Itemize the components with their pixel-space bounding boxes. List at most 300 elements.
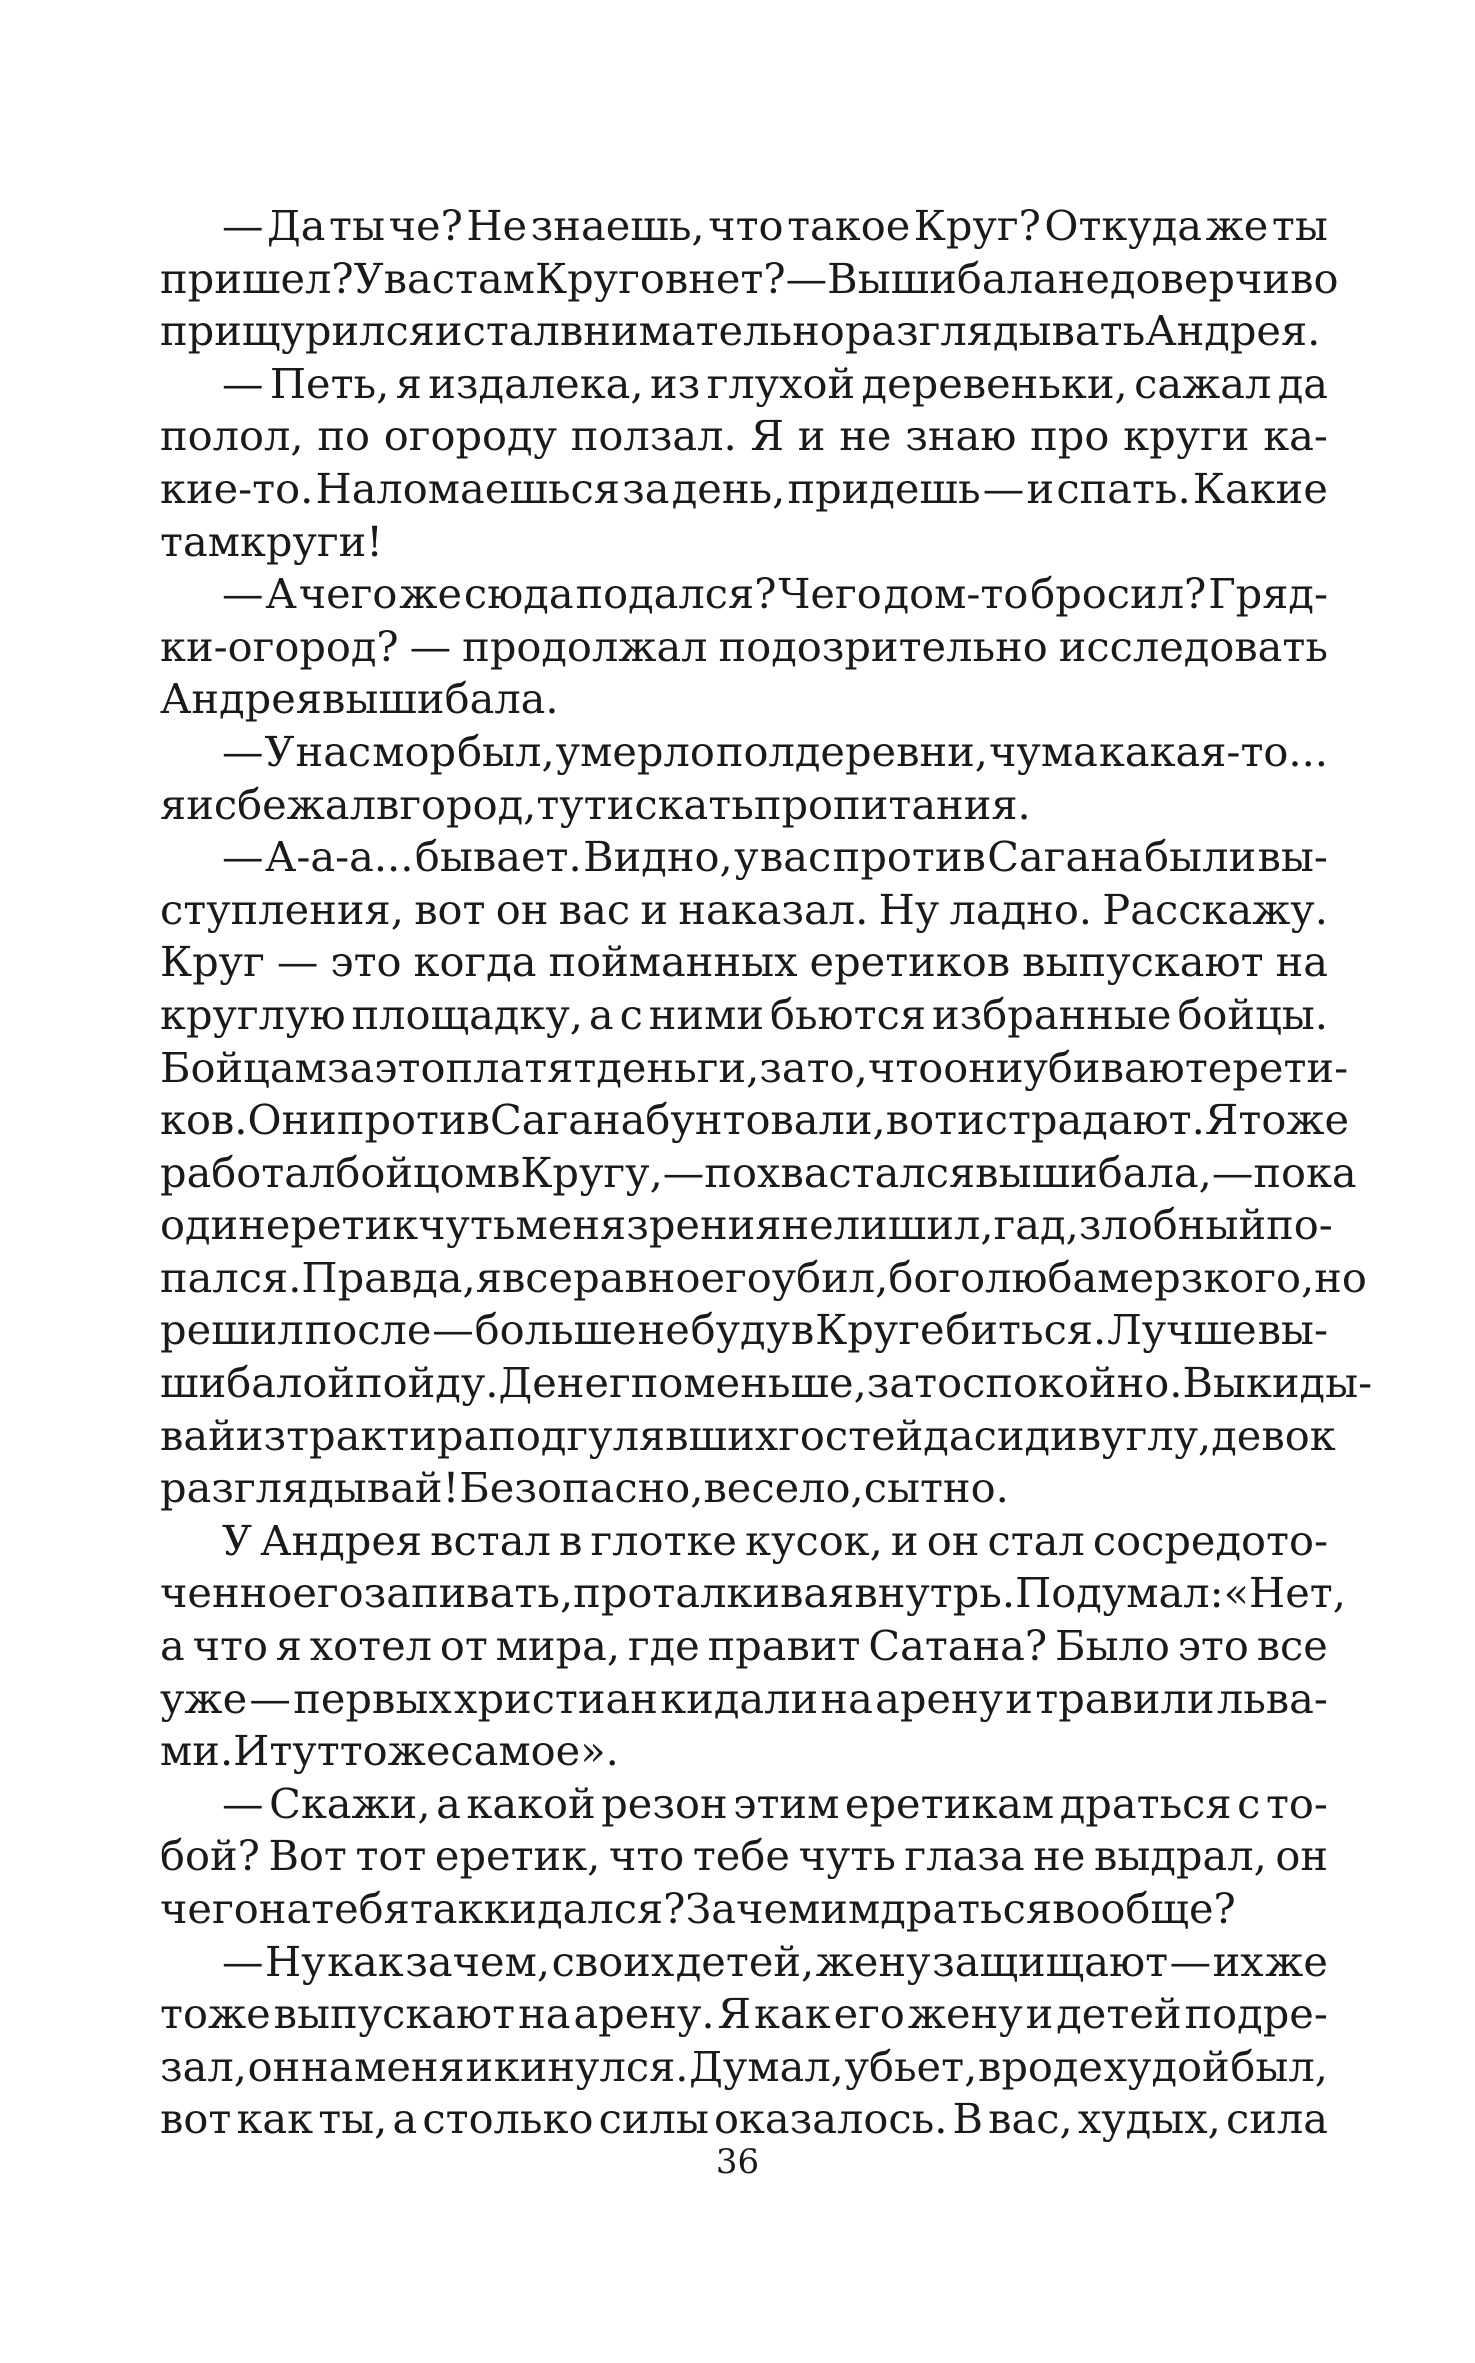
word: больше	[474, 1305, 637, 1355]
word: бьются	[769, 989, 927, 1039]
word: там	[455, 253, 535, 303]
word: ползал.	[570, 411, 737, 461]
word: Подумал:	[1015, 1568, 1224, 1618]
word: Бойцам	[160, 1042, 327, 1092]
word: все	[1256, 1621, 1328, 1671]
word: он	[926, 1515, 980, 1565]
word: углу,	[1101, 1410, 1212, 1460]
word: в	[558, 1515, 583, 1565]
word: в	[790, 1305, 815, 1355]
word: по	[317, 411, 370, 461]
word: бойцы.	[1177, 989, 1328, 1039]
word: бой?	[160, 1831, 260, 1881]
word: драться	[1059, 1778, 1232, 1828]
word: —	[982, 463, 1025, 513]
word: пришел?	[160, 253, 354, 303]
word: не	[781, 1200, 834, 1250]
text-line	[160, 1410, 1336, 1463]
word: оказалось.	[714, 2094, 948, 2144]
word: ступления,	[160, 884, 404, 934]
word: ты,	[318, 2094, 388, 2144]
word: Денег	[498, 1358, 631, 1408]
word: работал	[160, 1147, 336, 1197]
word: ерети-	[1207, 1042, 1349, 1092]
word: тоже	[1238, 1095, 1350, 1145]
word: в	[375, 779, 400, 829]
word: вышибала,	[975, 1147, 1212, 1197]
word: этим	[733, 1778, 840, 1828]
word: вас	[383, 253, 455, 303]
word: пойманных	[548, 937, 798, 987]
word: на	[518, 1989, 571, 2039]
word: а	[160, 1621, 185, 1671]
word: Наломаешься	[315, 463, 620, 513]
word: тот	[355, 1831, 427, 1881]
word: Сагана	[987, 832, 1143, 882]
word: то,	[806, 1042, 868, 1092]
text-line	[160, 1252, 1367, 1305]
word: за	[326, 1042, 375, 1092]
word: же	[1265, 1936, 1328, 1986]
word: Сагана	[490, 1095, 646, 1145]
word: наказал.	[678, 884, 869, 934]
word: какой	[466, 1778, 596, 1828]
word: убьет,	[844, 2041, 978, 2091]
word: Ну	[265, 1936, 326, 1986]
word: —	[222, 201, 264, 250]
text-line	[160, 358, 1328, 411]
word: —	[222, 726, 264, 776]
word: Они	[247, 1095, 337, 1145]
text-line	[160, 1567, 1346, 1620]
word: огороду	[383, 411, 557, 461]
word: вас	[558, 884, 631, 934]
word: —	[432, 1305, 474, 1355]
word: недоверчиво	[1057, 253, 1339, 303]
word: в	[1077, 1410, 1102, 1460]
word: такое	[787, 201, 911, 250]
word: ки-огород?	[160, 621, 399, 671]
word: а	[436, 1778, 461, 1828]
word: вас	[759, 832, 832, 882]
word: подозрительно	[718, 621, 1048, 671]
word: вышибала.	[321, 674, 559, 724]
word: про	[1030, 411, 1110, 461]
word: решил	[160, 1305, 304, 1355]
text-line	[160, 516, 1328, 569]
word: силы	[598, 2094, 709, 2144]
word: тоже	[160, 1989, 271, 2039]
word: Круге	[815, 1305, 945, 1355]
word: нас	[295, 726, 372, 776]
text-line	[160, 2093, 1328, 2146]
word: их	[1212, 1936, 1264, 1986]
word: Гряд-	[1208, 569, 1328, 619]
word: арену.	[573, 1989, 715, 2039]
word: и	[1026, 463, 1055, 513]
page-number: 36	[715, 2142, 760, 2182]
word: проталкивая	[573, 1568, 855, 1618]
word: зачем,	[405, 1936, 551, 1986]
word: выдрал,	[1093, 1831, 1267, 1881]
page-body	[160, 200, 1373, 2146]
word: Скажи,	[269, 1778, 431, 1828]
word: глухой	[706, 358, 856, 408]
word: а	[392, 2094, 418, 2144]
text-line	[160, 1936, 1328, 1989]
word: злобный	[1078, 1200, 1267, 1250]
word: биться.	[945, 1305, 1107, 1355]
text-line	[160, 200, 1328, 253]
word: —	[222, 1778, 264, 1828]
word: Кругов	[534, 253, 689, 303]
word: тебе	[692, 1831, 790, 1881]
word: пока	[1253, 1147, 1357, 1197]
word: чуть	[418, 1200, 516, 1250]
word: за	[622, 463, 670, 513]
text-line	[160, 831, 1328, 884]
word: меня	[354, 2041, 465, 2091]
word: Чего	[778, 569, 882, 619]
word: но	[1314, 1252, 1367, 1302]
word: площадку,	[351, 989, 583, 1039]
word: что	[708, 201, 784, 250]
word: деньги,	[596, 1042, 760, 1092]
word: подре-	[1184, 1989, 1328, 2039]
word: Кругу,	[520, 1147, 663, 1197]
word: ми.	[160, 1726, 234, 1776]
word: пался.	[160, 1252, 302, 1302]
text-line	[160, 621, 1328, 674]
word: вы-	[1257, 832, 1328, 882]
word: кие-то.	[160, 463, 314, 513]
word: были	[1144, 832, 1257, 882]
word: когда	[413, 937, 537, 987]
text-line	[160, 305, 1328, 358]
text-line	[160, 1042, 1349, 1095]
word: не	[839, 411, 892, 461]
word: Не	[466, 201, 528, 250]
word: и	[890, 1515, 919, 1565]
word: стал	[462, 306, 560, 356]
word: глаза	[904, 1831, 1025, 1881]
word: А	[265, 569, 297, 619]
word: Андрея	[160, 674, 322, 724]
word: Круг?	[913, 201, 1041, 250]
text-line	[160, 1830, 1328, 1883]
word: Было	[1055, 1621, 1170, 1671]
word: внимательно	[559, 306, 845, 356]
word: из	[235, 1410, 287, 1460]
word: ченно	[160, 1568, 293, 1618]
word: первых	[293, 1673, 452, 1723]
text-line	[160, 253, 1339, 306]
word: вообще?	[1052, 1884, 1236, 1933]
text-line	[160, 410, 1328, 463]
word: прищурился	[160, 306, 435, 356]
word: меня	[515, 1200, 627, 1250]
word: внутрь.	[854, 1568, 1016, 1618]
word: травили	[1035, 1673, 1215, 1723]
word: вас,	[988, 2094, 1073, 2144]
word: полол,	[160, 411, 304, 461]
word: детей,	[675, 1936, 815, 1986]
word: жену	[815, 1936, 931, 1986]
word: пропитания.	[753, 779, 1031, 829]
word: один	[160, 1200, 266, 1250]
word: что	[867, 1042, 944, 1092]
word: и	[1005, 1673, 1033, 1723]
word: У	[264, 726, 295, 776]
word: Выкиды-	[1182, 1358, 1373, 1408]
word: —	[249, 1673, 291, 1723]
text-line	[160, 1673, 1328, 1726]
word: Вот	[268, 1831, 347, 1881]
word: а	[588, 989, 614, 1039]
text-line	[160, 1462, 1328, 1515]
text-line	[160, 463, 1328, 516]
word: знаешь,	[530, 201, 705, 250]
word: я	[275, 1621, 302, 1671]
word: по-	[1266, 1200, 1333, 1250]
word: так	[409, 1884, 484, 1933]
text-line	[160, 1147, 1357, 1200]
word: Видно,	[583, 832, 733, 882]
word: бойцом	[335, 1147, 497, 1197]
word: это	[374, 1042, 446, 1092]
text-line	[160, 1094, 1350, 1147]
word: издалека,	[428, 358, 644, 408]
word: мор	[372, 726, 457, 776]
word: правит	[707, 1621, 861, 1671]
text-line	[160, 726, 1328, 779]
word: кидался?	[483, 1884, 686, 1933]
word: спать.	[1056, 463, 1191, 513]
word: —	[222, 569, 264, 619]
word: ты	[329, 201, 386, 250]
word: тут	[536, 779, 607, 829]
word: город,	[399, 779, 537, 829]
word: убивают	[1023, 1042, 1208, 1092]
word: худой	[1103, 2041, 1230, 2091]
word: ты	[1271, 201, 1328, 250]
word: и	[465, 2041, 494, 2091]
word: да	[923, 1410, 974, 1460]
word: против	[336, 1095, 491, 1145]
word: вай	[160, 1410, 236, 1460]
word: полдеревни,	[715, 726, 988, 776]
word: то	[339, 1726, 388, 1776]
word: Я	[717, 1989, 752, 2039]
word: он	[1275, 1831, 1328, 1881]
word: и	[957, 1095, 985, 1145]
word: тебя	[311, 1884, 410, 1933]
word: драться	[880, 1884, 1053, 1933]
word: самое».	[450, 1726, 619, 1776]
word: сиди	[973, 1410, 1078, 1460]
word: ков.	[160, 1095, 248, 1145]
word: нет?	[688, 253, 786, 303]
word: зрения	[626, 1200, 782, 1250]
word: он	[247, 2041, 301, 2091]
word: за	[759, 1042, 807, 1092]
word: день,	[671, 463, 786, 513]
text-line	[160, 779, 1328, 832]
word: —	[222, 358, 264, 408]
word: и	[186, 779, 214, 829]
word: бросил?	[1030, 569, 1207, 619]
text-line	[160, 1725, 1328, 1778]
word: страдают.	[984, 1095, 1205, 1145]
word: Я	[1204, 1095, 1239, 1145]
word: это	[330, 937, 402, 987]
word: бунтовали,	[645, 1095, 886, 1145]
word: вот	[414, 884, 486, 934]
word: разглядывать	[844, 306, 1146, 356]
word: сажал	[1134, 358, 1272, 408]
word: зато	[866, 1358, 963, 1408]
word: был,	[1230, 2041, 1328, 2091]
word: вроде	[977, 2041, 1103, 2091]
word: что	[192, 1621, 268, 1671]
word: христиан	[454, 1673, 658, 1723]
word: Правда,	[301, 1252, 476, 1302]
word: что	[608, 1831, 685, 1881]
text-line	[160, 1883, 1328, 1936]
word: еретик	[265, 1200, 419, 1250]
word: вот	[885, 1095, 958, 1145]
word: там	[160, 516, 240, 566]
word: все	[501, 1252, 574, 1302]
word: буду	[690, 1305, 791, 1355]
word: защищают	[932, 1936, 1169, 1986]
word: и	[434, 306, 463, 356]
text-line	[160, 2041, 1328, 2094]
word: Какие	[1192, 463, 1328, 513]
word: В	[952, 2094, 984, 2144]
word: Петь,	[269, 358, 390, 408]
text-line	[160, 1778, 1328, 1831]
word: круги	[1123, 411, 1250, 461]
word: его	[833, 1989, 905, 2039]
word: это	[1177, 1621, 1249, 1671]
word: равно	[573, 1252, 701, 1302]
word: Вышибала	[827, 253, 1058, 303]
word: резон	[601, 1778, 728, 1828]
word: Андрея.	[1145, 306, 1321, 356]
text-line	[160, 936, 1328, 989]
word: вы-	[1257, 1305, 1328, 1355]
word: сбежал	[213, 779, 376, 829]
word: знаю	[905, 411, 1017, 461]
word: на	[258, 1884, 312, 1933]
word: Откуда	[1044, 201, 1203, 250]
word: искать	[606, 779, 754, 829]
word: круглую	[160, 989, 346, 1039]
word: чума	[988, 726, 1098, 776]
word: пойду.	[354, 1358, 499, 1408]
word: какая-то...	[1098, 726, 1328, 776]
word: Круг	[160, 937, 265, 987]
word: на	[300, 2041, 354, 2091]
word: же	[387, 1726, 451, 1776]
word: встал	[430, 1515, 551, 1565]
word: лишил,	[833, 1200, 994, 1250]
word: ладно.	[949, 884, 1092, 934]
word: зал,	[160, 2041, 247, 2091]
word: из	[649, 358, 701, 408]
word: Сатана?	[868, 1621, 1048, 1671]
word: вот	[160, 2094, 232, 2144]
text-line	[160, 1988, 1328, 2041]
word: Да	[267, 201, 326, 250]
word: А-а-а...	[264, 832, 414, 882]
word: против	[832, 832, 986, 882]
word: «Нет,	[1223, 1568, 1346, 1618]
word: я	[160, 779, 187, 829]
word: —	[222, 1936, 264, 1986]
word: похвастался	[704, 1147, 976, 1197]
word: не	[1033, 1831, 1086, 1881]
word: стал	[987, 1515, 1085, 1565]
word: на	[1275, 937, 1328, 987]
word: льва-	[1216, 1673, 1328, 1723]
word: Безопасно,	[459, 1463, 704, 1513]
word: в	[496, 1147, 521, 1197]
word: У	[222, 1515, 252, 1565]
word: с	[1237, 1778, 1261, 1828]
word: его	[700, 1252, 772, 1302]
text-line	[160, 1515, 1328, 1568]
word: у	[734, 832, 759, 882]
word: от	[439, 1621, 488, 1671]
word: арену	[875, 1673, 1004, 1723]
word: дом-то	[883, 569, 1029, 619]
word: кинулся.	[493, 2041, 689, 2091]
word: чего	[298, 569, 398, 619]
word: же	[1205, 201, 1269, 250]
text-line	[160, 989, 1328, 1042]
word: я	[395, 358, 422, 408]
word: бывает.	[414, 832, 582, 882]
word: я	[475, 1252, 502, 1302]
word: был,	[457, 726, 555, 776]
word: деревеньки,	[861, 358, 1128, 408]
word: то-	[1265, 1778, 1328, 1828]
word: выпускают	[273, 1989, 516, 2039]
text-line	[160, 1357, 1373, 1410]
text-line	[160, 884, 1328, 937]
word: придешь	[787, 463, 981, 513]
word: сытно.	[863, 1463, 1009, 1513]
word: как	[754, 1989, 831, 2039]
word: столько	[422, 2094, 594, 2144]
word: подался?	[575, 569, 777, 619]
word: гад,	[993, 1200, 1079, 1250]
word: как	[236, 2094, 314, 2144]
word: весело,	[703, 1463, 864, 1513]
word: избранные	[932, 989, 1172, 1039]
word: —	[1211, 1147, 1254, 1197]
word: где	[627, 1621, 700, 1671]
word: —	[222, 832, 264, 882]
word: мира,	[495, 1621, 621, 1671]
word: ними	[648, 989, 765, 1039]
word: платят	[445, 1042, 597, 1092]
word: еретиков	[809, 937, 1011, 987]
word: —	[785, 253, 828, 303]
word: разглядывай!	[160, 1463, 460, 1513]
